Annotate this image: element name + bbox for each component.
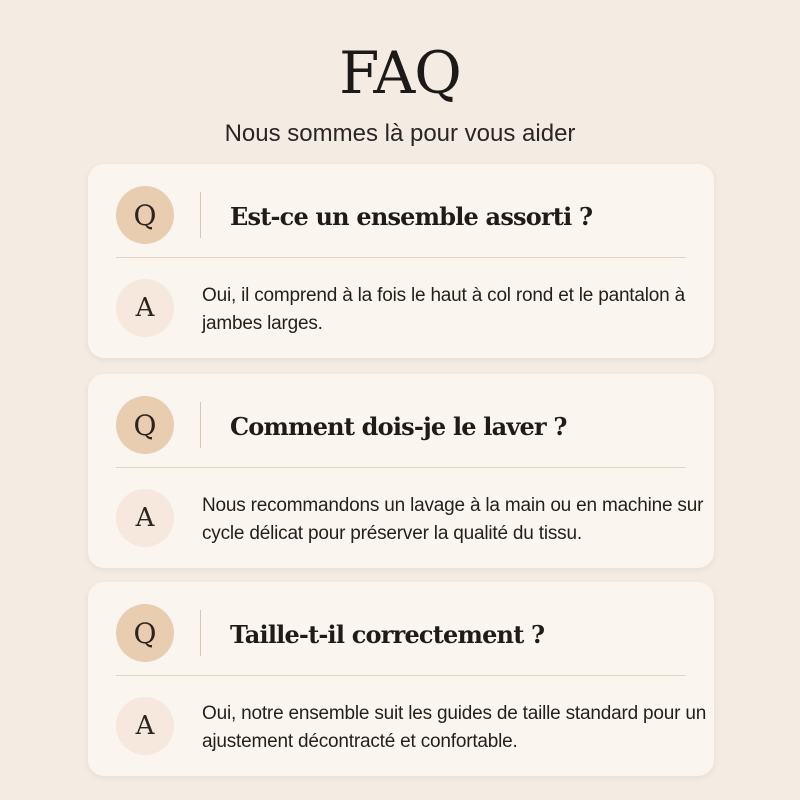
answer-badge: A <box>116 489 174 547</box>
faq-answer: Oui, notre ensemble suit les guides de taille standard pour un ajustement décontracté et confortable. <box>202 703 707 752</box>
answer-badge: A <box>116 279 174 337</box>
question-badge: Q <box>116 186 174 244</box>
answer-badge: A <box>116 697 174 755</box>
faq-question: Comment dois-je le laver ? <box>230 411 567 441</box>
vertical-divider <box>200 610 201 656</box>
question-badge: Q <box>116 604 174 662</box>
horizontal-divider <box>116 467 686 468</box>
vertical-divider <box>200 192 201 238</box>
faq-card <box>88 164 714 358</box>
faq-question: Taille-t-il correctement ? <box>230 619 545 649</box>
faq-answer: Nous recommandons un lavage à la main ou en machine sur cycle délicat pour préserver la qualité du tissu. <box>202 495 704 544</box>
vertical-divider <box>200 402 201 448</box>
faq-question: Est-ce un ensemble assorti ? <box>230 201 593 231</box>
page-subtitle: Nous sommes là pour vous aider <box>224 120 576 147</box>
faq-card <box>88 582 714 776</box>
horizontal-divider <box>116 257 686 258</box>
page-title: FAQ <box>339 39 461 107</box>
faq-answer: Oui, il comprend à la fois le haut à col rond et le pantalon à jambes larges. <box>202 285 685 334</box>
horizontal-divider <box>116 675 686 676</box>
question-badge: Q <box>116 396 174 454</box>
faq-card <box>88 374 714 568</box>
